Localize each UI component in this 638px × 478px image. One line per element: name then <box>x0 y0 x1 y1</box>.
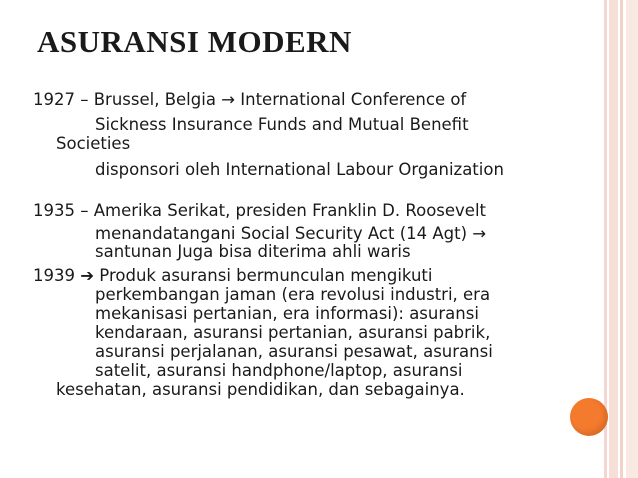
text-line-1935: 1935 – Amerika Serikat, presiden Franklin D. Roosevelt <box>33 201 487 220</box>
text-line-1939-cont: kendaraan, asuransi pertanian, asuransi pabrik, <box>95 323 491 342</box>
decorative-circle <box>570 398 608 436</box>
slide-title: ASURANSI MODERN <box>37 24 352 59</box>
decorative-stripe <box>626 0 638 478</box>
decorative-stripe <box>620 0 623 478</box>
text-line-1927-sponsor: disponsori oleh International Labour Organization <box>95 160 504 179</box>
text-line-1939-cont: perkembangan jaman (era revolusi industri, era <box>95 285 491 304</box>
decorative-stripe <box>609 0 618 478</box>
text-line-1927-cont: Societies <box>56 134 131 153</box>
text-line-1935-cont: menandatangani Social Security Act (14 Agt) → <box>95 224 487 243</box>
text-line-1939-cont: kesehatan, asuransi pendidikan, dan sebagainya. <box>56 380 465 399</box>
text-line-1939-cont: satelit, asuransi handphone/laptop, asuransi <box>95 361 463 380</box>
text-line-1939-cont: asuransi perjalanan, asuransi pesawat, asuransi <box>95 342 493 361</box>
text-line-1927: 1927 – Brussel, Belgia → International Conference of <box>33 90 467 109</box>
text-line-1935-cont: santunan Juga bisa diterima ahli waris <box>95 242 411 261</box>
text-line-1939: 1939 ➔ Produk asuransi bermunculan mengikuti <box>33 266 433 285</box>
text-line-1939-cont: mekanisasi pertanian, era informasi): asuransi <box>95 304 479 323</box>
text-line-1927-cont: Sickness Insurance Funds and Mutual Benefit <box>95 115 469 134</box>
